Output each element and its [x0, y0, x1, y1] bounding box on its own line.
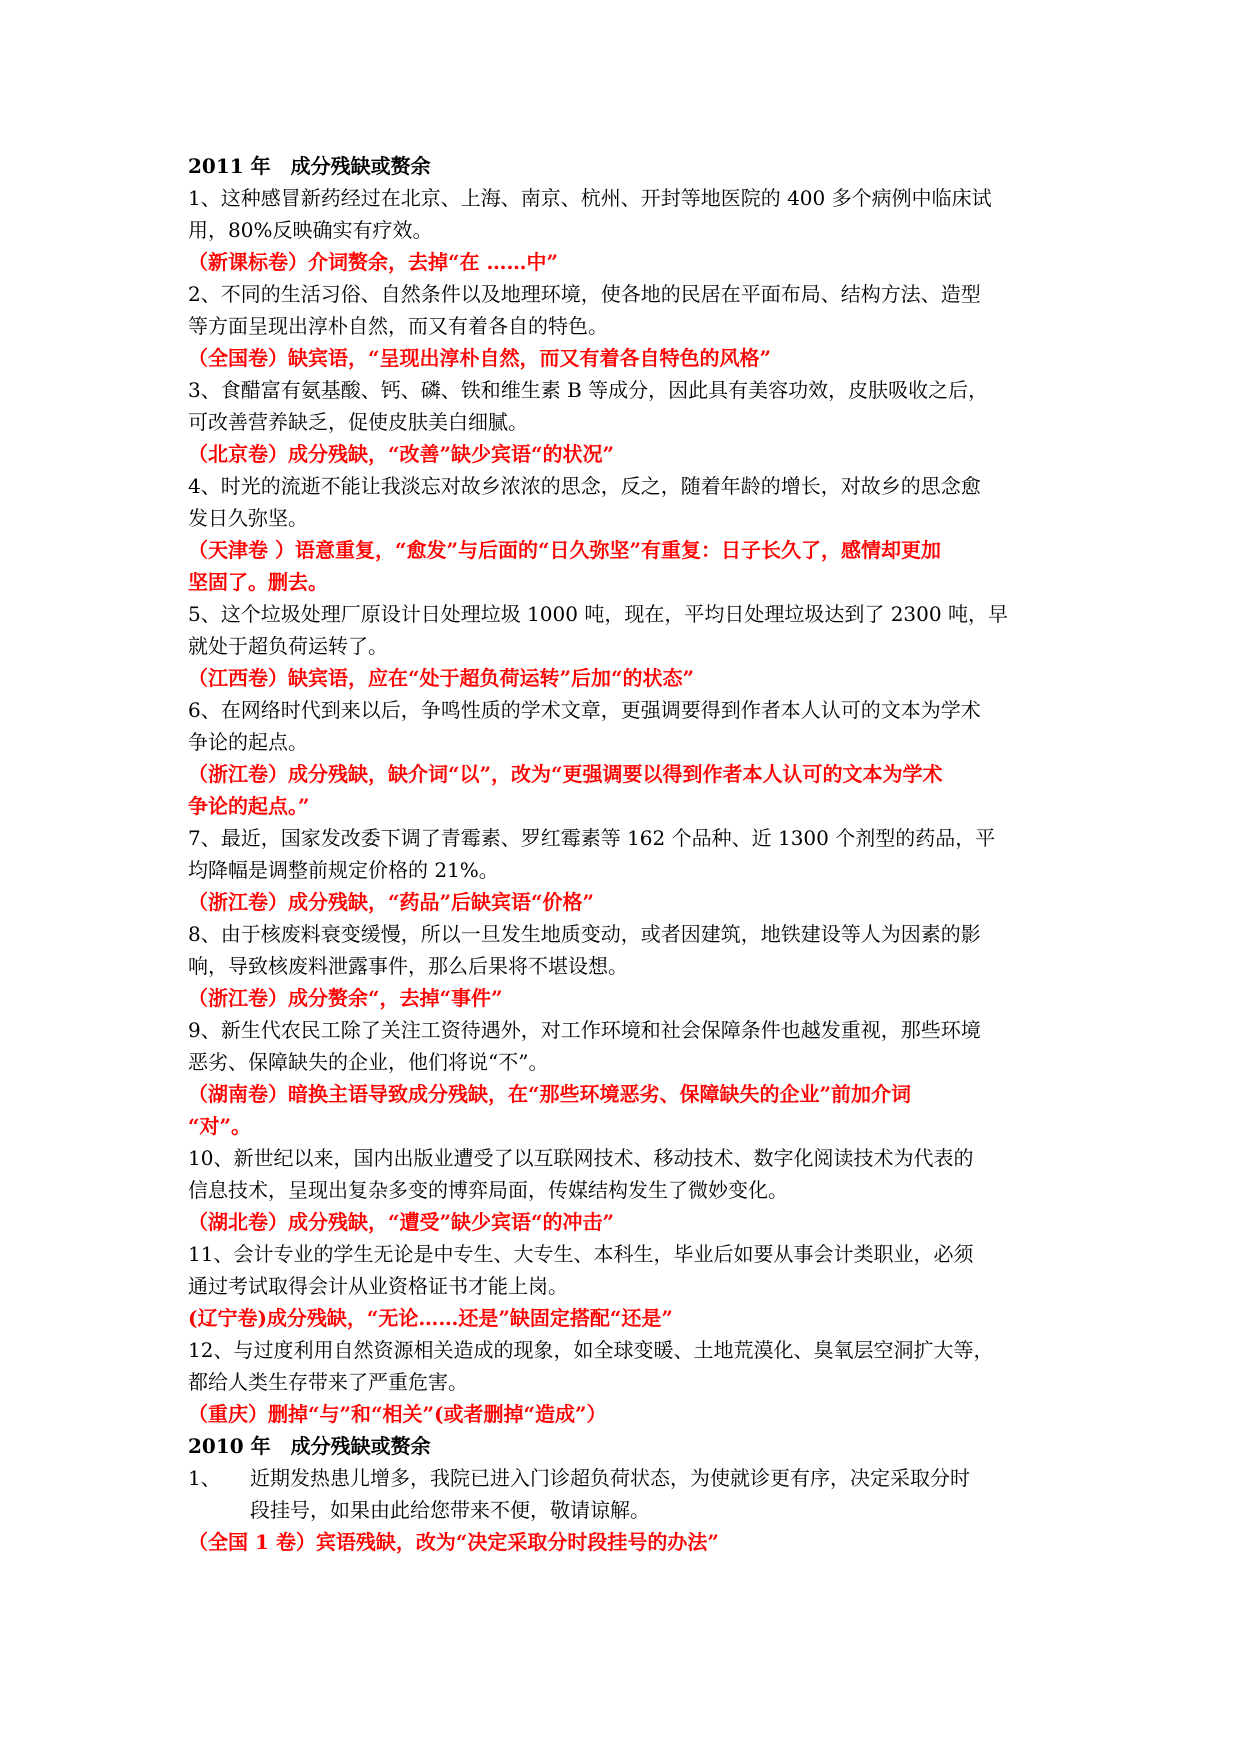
section-heading-2010: 2010 年 成分残缺或赘余: [188, 1434, 431, 1458]
question-line: 7、最近，国家发改委下调了青霉素、罗红霉素等 162 个品种、近 1300 个剂型的药品，平: [188, 826, 996, 850]
answer-line: （重庆）删掉“与”和“相关”(或者删掉“造成”）: [188, 1402, 607, 1426]
question-block: [188, 1238, 1068, 1334]
question-line: 响，导致核废料泄露事件，那么后果将不堪设想。: [188, 954, 628, 978]
answer-line: （全国卷）缺宾语，“呈现出淳朴自然，而又有着各自特色的风格”: [188, 346, 772, 370]
question-line: 均降幅是调整前规定价格的 21%。: [188, 858, 499, 882]
answer-line: （浙江卷）成分残缺，缺介词“以”，改为“更强调要以得到作者本人认可的文本为学术: [188, 762, 943, 786]
answer-line: （新课标卷）介词赘余，去掉“在 ……中”: [188, 250, 558, 274]
question-block: [188, 1334, 1068, 1430]
question-block: [188, 278, 1068, 374]
question-line: 1、这种感冒新药经过在北京、上海、南京、杭州、开封等地医院的 400 多个病例中临床试: [188, 186, 992, 210]
question-line: 4、时光的流逝不能让我淡忘对故乡浓浓的思念，反之，随着年龄的增长，对故乡的思念愈: [188, 474, 981, 498]
question-line: 争论的起点。: [188, 730, 308, 754]
answer-line: (辽宁卷)成分残缺，“无论……还是”缺固定搭配“还是”: [188, 1306, 673, 1330]
question-line: 都给人类生存带来了严重危害。: [188, 1370, 468, 1394]
question-line: 用，80%反映确实有疗效。: [188, 218, 433, 242]
question-block: [188, 374, 1068, 470]
question-line: 段挂号，如果由此给您带来不便，敬请谅解。: [250, 1498, 650, 1522]
question-text: 近期发热患儿增多，我院已进入门诊超负荷状态，为使就诊更有序，决定采取分时: [250, 1466, 970, 1490]
question-block: [188, 1014, 1068, 1142]
section-heading-2011: 2011 年 成分残缺或赘余: [188, 154, 431, 178]
question-line: 发日久弥坚。: [188, 506, 308, 530]
answer-line: （天津卷 ）语意重复，“愈发”与后面的“日久弥坚”有重复：日子长久了，感情却更加: [188, 538, 941, 562]
question-line: 5、这个垃圾处理厂原设计日处理垃圾 1000 吨，现在，平均日处理垃圾达到了 2300 吨，早: [188, 602, 1008, 626]
question-line: 8、由于核废料衰变缓慢，所以一旦发生地质变动，或者因建筑，地铁建设等人为因素的影: [188, 922, 981, 946]
question-number: 1、: [188, 1466, 221, 1490]
question-line: 9、新生代农民工除了关注工资待遇外，对工作环境和社会保障条件也越发重视，那些环境: [188, 1018, 981, 1042]
question-block: [188, 694, 1068, 822]
question-line: 10、新世纪以来，国内出版业遭受了以互联网技术、移动技术、数字化阅读技术为代表的: [188, 1146, 974, 1170]
question-line: 2、不同的生活习俗、自然条件以及地理环境，使各地的民居在平面布局、结构方法、造型: [188, 282, 981, 306]
question-line: [188, 1462, 1068, 1494]
document-page: [188, 150, 1068, 1558]
question-line: 恶劣、保障缺失的企业，他们将说“不”。: [188, 1050, 549, 1074]
question-block: [188, 470, 1068, 598]
question-line: 3、食醋富有氨基酸、钙、磷、铁和维生素 B 等成分，因此具有美容功效，皮肤吸收之后，: [188, 378, 989, 402]
question-line: 6、在网络时代到来以后，争鸣性质的学术文章，更强调要得到作者本人认可的文本为学术: [188, 698, 981, 722]
question-line: 信息技术，呈现出复杂多变的博弈局面，传媒结构发生了微妙变化。: [188, 1178, 788, 1202]
answer-line: （湖北卷）成分残缺，“遭受”缺少宾语“的冲击”: [188, 1210, 615, 1234]
question-2010-1: [188, 1462, 1068, 1558]
question-line: 11、会计专业的学生无论是中专生、大专生、本科生，毕业后如要从事会计类职业，必须: [188, 1242, 974, 1266]
question-line: 可改善营养缺乏，促使皮肤美白细腻。: [188, 410, 528, 434]
answer-line: （全国 1 卷）宾语残缺，改为“决定采取分时段挂号的办法”: [188, 1530, 719, 1554]
question-line: 通过考试取得会计从业资格证书才能上岗。: [188, 1274, 568, 1298]
question-block: [188, 822, 1068, 918]
answer-line: （浙江卷）成分赘余“，去掉“事件”: [188, 986, 503, 1010]
question-block: [188, 182, 1068, 278]
question-line: 12、与过度利用自然资源相关造成的现象，如全球变暖、土地荒漠化、臭氧层空洞扩大等，: [188, 1338, 994, 1362]
answer-line: （湖南卷）暗换主语导致成分残缺，在“那些环境恶劣、保障缺失的企业”前加介词: [188, 1082, 912, 1106]
question-block: [188, 1142, 1068, 1238]
answer-line: “对”。: [188, 1114, 252, 1138]
answer-line: 争论的起点。”: [188, 794, 310, 818]
answer-line: 坚固了。删去。: [188, 570, 328, 594]
question-list-2011: [188, 182, 1068, 1430]
answer-line: （浙江卷）成分残缺，“药品”后缺宾语“价格”: [188, 890, 595, 914]
question-block: [188, 918, 1068, 1014]
question-line: 等方面呈现出淳朴自然，而又有着各自的特色。: [188, 314, 608, 338]
answer-line: （江西卷）缺宾语，应在“处于超负荷运转”后加“的状态”: [188, 666, 695, 690]
question-block: [188, 598, 1068, 694]
answer-line: （北京卷）成分残缺，“改善”缺少宾语“的状况”: [188, 442, 615, 466]
question-line: 就处于超负荷运转了。: [188, 634, 388, 658]
